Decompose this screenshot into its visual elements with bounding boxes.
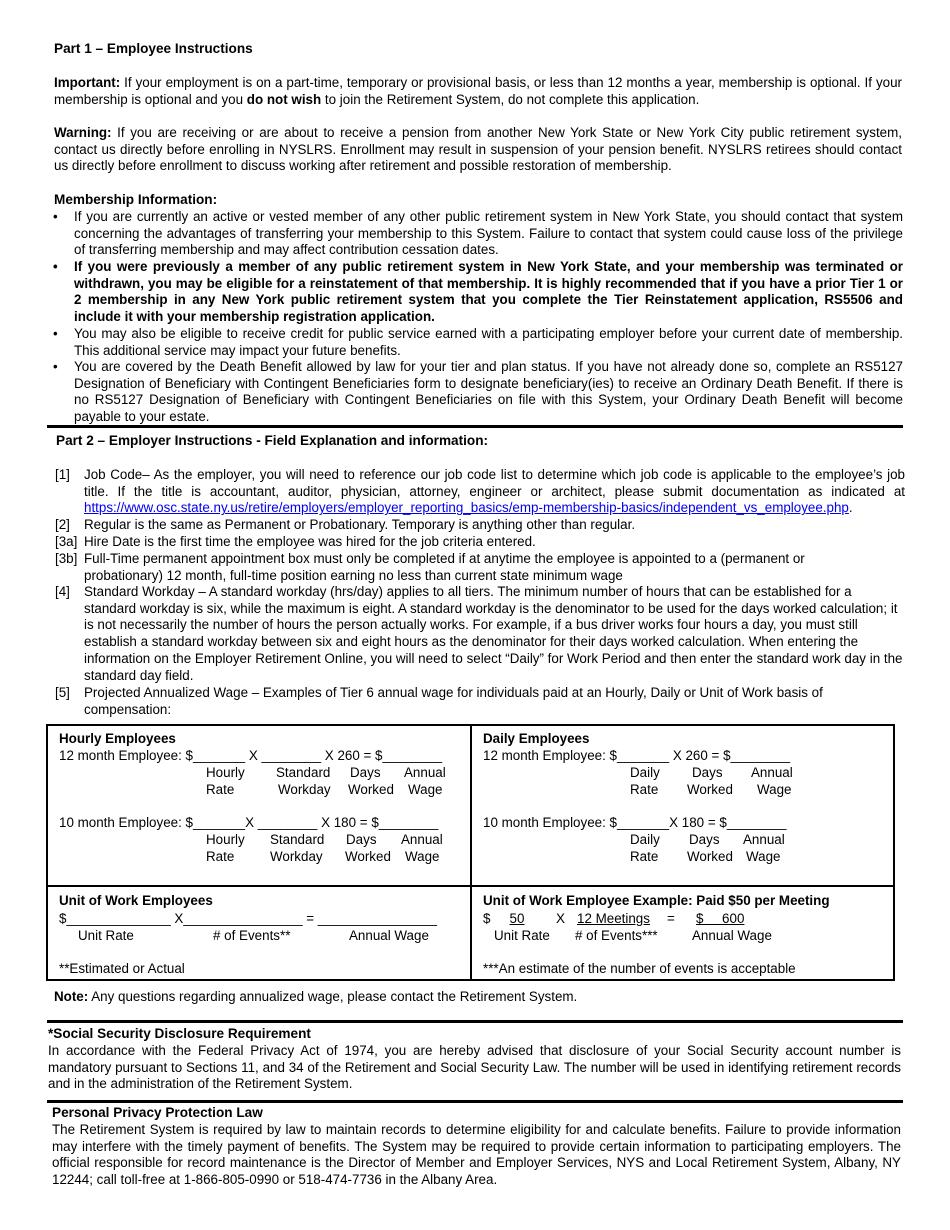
section-divider bbox=[47, 425, 903, 428]
caption: Rate bbox=[630, 782, 659, 797]
field-explanation-item bbox=[55, 467, 905, 517]
warning-label: Warning: bbox=[54, 125, 112, 140]
bullet-symbol: • bbox=[53, 359, 58, 374]
example-rate: 50 bbox=[509, 911, 525, 926]
field-explanation-item bbox=[55, 584, 905, 684]
caption: Worked bbox=[348, 782, 394, 797]
important-text-2: to join the Retirement System, do not complete this application. bbox=[321, 91, 700, 107]
important-text-1: If your employment is on a part-time, temporary or provisional basis, or less than 12 months a year, membership is optional. If your membership is optional and you bbox=[54, 75, 902, 107]
item-text: Regular is the same as Permanent or Probationary. Temporary is anything other than regular. bbox=[84, 517, 636, 532]
example-events: 12 Meetings bbox=[577, 911, 650, 926]
membership-bullet bbox=[53, 359, 903, 426]
item-text: Hire Date is the first time the employee was hired for the job criteria entered. bbox=[84, 534, 536, 549]
item-text: Standard Workday – A standard workday (hrs/day) applies to all tiers. The minimum number of hours that can be established for a standard workday is six, while the maximum is eight. A standard workday is the denominator to be used for the days worked calculation; it is not necessarily the number of hours the person actually works. For example, if a bus driver works four hours a day, you must still establish a standard workday between six and eight hours as the denominator for their days worked calculation. When entering the information on the Employer Retirement Online, you will need to select “Daily” for Work Period and then enter the standard work day in the standard day field. bbox=[84, 584, 903, 683]
unit-of-work-line: $______________ X________________ = ________________ bbox=[59, 911, 437, 926]
item-number: [2] bbox=[55, 517, 70, 532]
caption: Worked bbox=[687, 849, 733, 864]
caption: Wage bbox=[405, 849, 440, 864]
caption: # of Events** bbox=[213, 928, 291, 943]
caption: Standard bbox=[270, 832, 325, 847]
example-x: X bbox=[556, 911, 565, 926]
important-label: Important: bbox=[54, 75, 121, 90]
item-text: Full-Time permanent appointment box must only be completed if at anytime the employee is appointed to a (permanent or probationary) 12 month, full-time position earning no less than current state minimum wage bbox=[84, 551, 805, 583]
caption: Hourly bbox=[206, 765, 245, 780]
caption: Worked bbox=[345, 849, 391, 864]
bullet-symbol: • bbox=[53, 326, 58, 341]
caption: Wage bbox=[408, 782, 443, 797]
caption: Wage bbox=[757, 782, 792, 797]
daily-12-month-line: 12 month Employee: $_______ X 260 = $________ bbox=[483, 748, 791, 763]
table-divider bbox=[470, 724, 472, 981]
membership-title: Membership Information: bbox=[54, 192, 218, 207]
note-label: Note: bbox=[54, 989, 89, 1004]
caption: Worked bbox=[687, 782, 733, 797]
item-text: Job Code– As the employer, you will need to reference our job code list to determine which job code is applicable to the employee’s job title. If the title is accountant, auditor, physician, attorney, engineer or architect, please submit documentation as indicated at https://www.osc.state.ny.us/retire/employers/employer_reporting_basics/emp-membership-basics/independent_vs_employee.php. bbox=[84, 467, 905, 516]
hourly-title: Hourly Employees bbox=[59, 731, 176, 746]
caption: Hourly bbox=[206, 832, 245, 847]
important-paragraph bbox=[54, 75, 902, 108]
bullet-symbol: • bbox=[53, 209, 58, 224]
item-number: [1] bbox=[55, 467, 70, 482]
caption: Annual bbox=[751, 765, 793, 780]
caption: Standard bbox=[276, 765, 331, 780]
part1-title: Part 1 – Employee Instructions bbox=[54, 41, 253, 56]
caption: Annual bbox=[743, 832, 785, 847]
caption: Days bbox=[689, 832, 720, 847]
caption: Daily bbox=[630, 832, 660, 847]
ssn-title: *Social Security Disclosure Requirement bbox=[48, 1026, 311, 1041]
caption: Workday bbox=[278, 782, 331, 797]
item-number: [4] bbox=[55, 584, 70, 599]
important-bold: do not wish bbox=[246, 91, 322, 107]
caption: Annual bbox=[401, 832, 443, 847]
privacy-text: The Retirement System is required by law to maintain records to determine eligibility for and calculate benefits. Failure to provide information may interfere with the timely payment of benefits. The System may be required to provide certain information to participating employers. The official responsible for record maintenance is the Director of Member and Employer Services, NYS and Local Retirement System, Albany, NY 12244; call toll-free at 1-866-805-0990 or 518-474-7736 in the Albany Area. bbox=[52, 1122, 901, 1188]
annualized-wage-note bbox=[54, 989, 577, 1006]
note-text: Any questions regarding annualized wage, please contact the Retirement System. bbox=[88, 989, 578, 1004]
caption: Annual Wage bbox=[692, 928, 772, 943]
example-wage: $ 600 bbox=[696, 911, 745, 926]
example-dollar: $ bbox=[483, 911, 491, 926]
item-number: [3a] bbox=[55, 534, 78, 549]
caption: Rate bbox=[206, 782, 235, 797]
item-number: [5] bbox=[55, 685, 70, 700]
example-equals: = bbox=[667, 911, 675, 926]
bullet-text: You may also be eligible to receive credit for public service earned with a participating employer before your current date of membership. This additional service may impact your future benefits. bbox=[74, 326, 903, 358]
bullet-symbol: • bbox=[53, 259, 58, 274]
caption: Annual Wage bbox=[349, 928, 429, 943]
daily-title: Daily Employees bbox=[483, 731, 590, 746]
part2-title: Part 2 – Employer Instructions - Field Explanation and information: bbox=[56, 433, 489, 448]
privacy-title: Personal Privacy Protection Law bbox=[52, 1105, 263, 1120]
caption: Annual bbox=[404, 765, 446, 780]
caption: Unit Rate bbox=[494, 928, 550, 943]
bullet-text: If you were previously a member of any public retirement system in New York State, and your membership was terminated or withdrawn, you may be eligible for a reinstatement of that membership. It is highly recommended that if you have a prior Tier 1 or 2 membership in any New York public retirement system that you complete the Tier Reinstatement application, RS5506 and include it with your membership registration application. bbox=[74, 259, 903, 325]
item-text: Projected Annualized Wage – Examples of Tier 6 annual wage for individuals paid at an Hourly, Daily or Unit of Work basis of compensation: bbox=[84, 685, 823, 717]
caption: Rate bbox=[630, 849, 659, 864]
warning-text: If you are receiving or are about to receive a pension from another New York State or New York City public retirement system, contact us directly before enrolling in NYSLRS. Enrollment may result in suspension of your pension benefit. NYSLRS retirees should contact us directly before enrollment to discuss working after retirement and possible restoration of membership. bbox=[54, 125, 902, 174]
field-explanation-item bbox=[55, 517, 905, 534]
bullet-text: You are covered by the Death Benefit allowed by law for your tier and plan status. If you have not already done so, complete an RS5127 Designation of Beneficiary with Contingent Beneficiaries form to designate beneficiary(ies) to receive an Ordinary Death Benefit. If there is no RS5127 Designation of Beneficiary with Contingent Beneficiaries on file with this System, your Ordinary Death Benefit will become payable to your estate. bbox=[74, 359, 903, 425]
daily-10-month-line: 10 month Employee: $_______X 180 = $________ bbox=[483, 815, 787, 830]
ssn-text: In accordance with the Federal Privacy Act of 1974, you are hereby advised that disclosure of your Social Security account number is mandatory pursuant to Sections 11, and 34 of the Retirement and Social Security Law. The number will be used in identifying retirement records and in the administration of the Retirement System. bbox=[48, 1043, 901, 1092]
unit-of-work-note: **Estimated or Actual bbox=[59, 961, 185, 976]
membership-bullet bbox=[53, 259, 903, 326]
field-explanation-item bbox=[55, 534, 905, 551]
bullet-text: If you are currently an active or vested member of any other public retirement system in New York State, you should contact that system concerning the advantages of transferring your membership to this System. Failure to contact that system could cause loss of the privilege of transferring membership and may affect contribution cessation dates. bbox=[74, 209, 903, 258]
caption: Wage bbox=[746, 849, 781, 864]
unit-of-work-title: Unit of Work Employees bbox=[59, 893, 213, 908]
caption: Days bbox=[692, 765, 723, 780]
caption: Days bbox=[346, 832, 377, 847]
caption: # of Events*** bbox=[575, 928, 658, 943]
section-divider bbox=[47, 1020, 903, 1023]
warning-paragraph bbox=[54, 125, 902, 175]
hourly-10-month-line: 10 month Employee: $_______X ________ X 180 = $________ bbox=[59, 815, 439, 830]
example-note: ***An estimate of the number of events is acceptable bbox=[483, 961, 796, 976]
caption: Days bbox=[350, 765, 381, 780]
membership-bullet bbox=[53, 209, 903, 259]
field-explanation-item bbox=[55, 685, 905, 718]
caption: Rate bbox=[206, 849, 235, 864]
hourly-12-month-line: 12 month Employee: $_______ X ________ X 260 = $________ bbox=[59, 748, 443, 763]
field-explanation-item bbox=[55, 551, 905, 584]
caption: Daily bbox=[630, 765, 660, 780]
item-number: [3b] bbox=[55, 551, 78, 566]
caption: Workday bbox=[270, 849, 323, 864]
caption: Unit Rate bbox=[78, 928, 134, 943]
section-divider bbox=[47, 1100, 903, 1103]
example-title: Unit of Work Employee Example: Paid $50 per Meeting bbox=[483, 893, 830, 908]
job-code-link[interactable]: https://www.osc.state.ny.us/retire/employers/employer_reporting_basics/emp-membership-basics/independent_vs_employee.php bbox=[84, 500, 849, 516]
table-divider bbox=[46, 885, 895, 887]
membership-bullet bbox=[53, 326, 903, 359]
